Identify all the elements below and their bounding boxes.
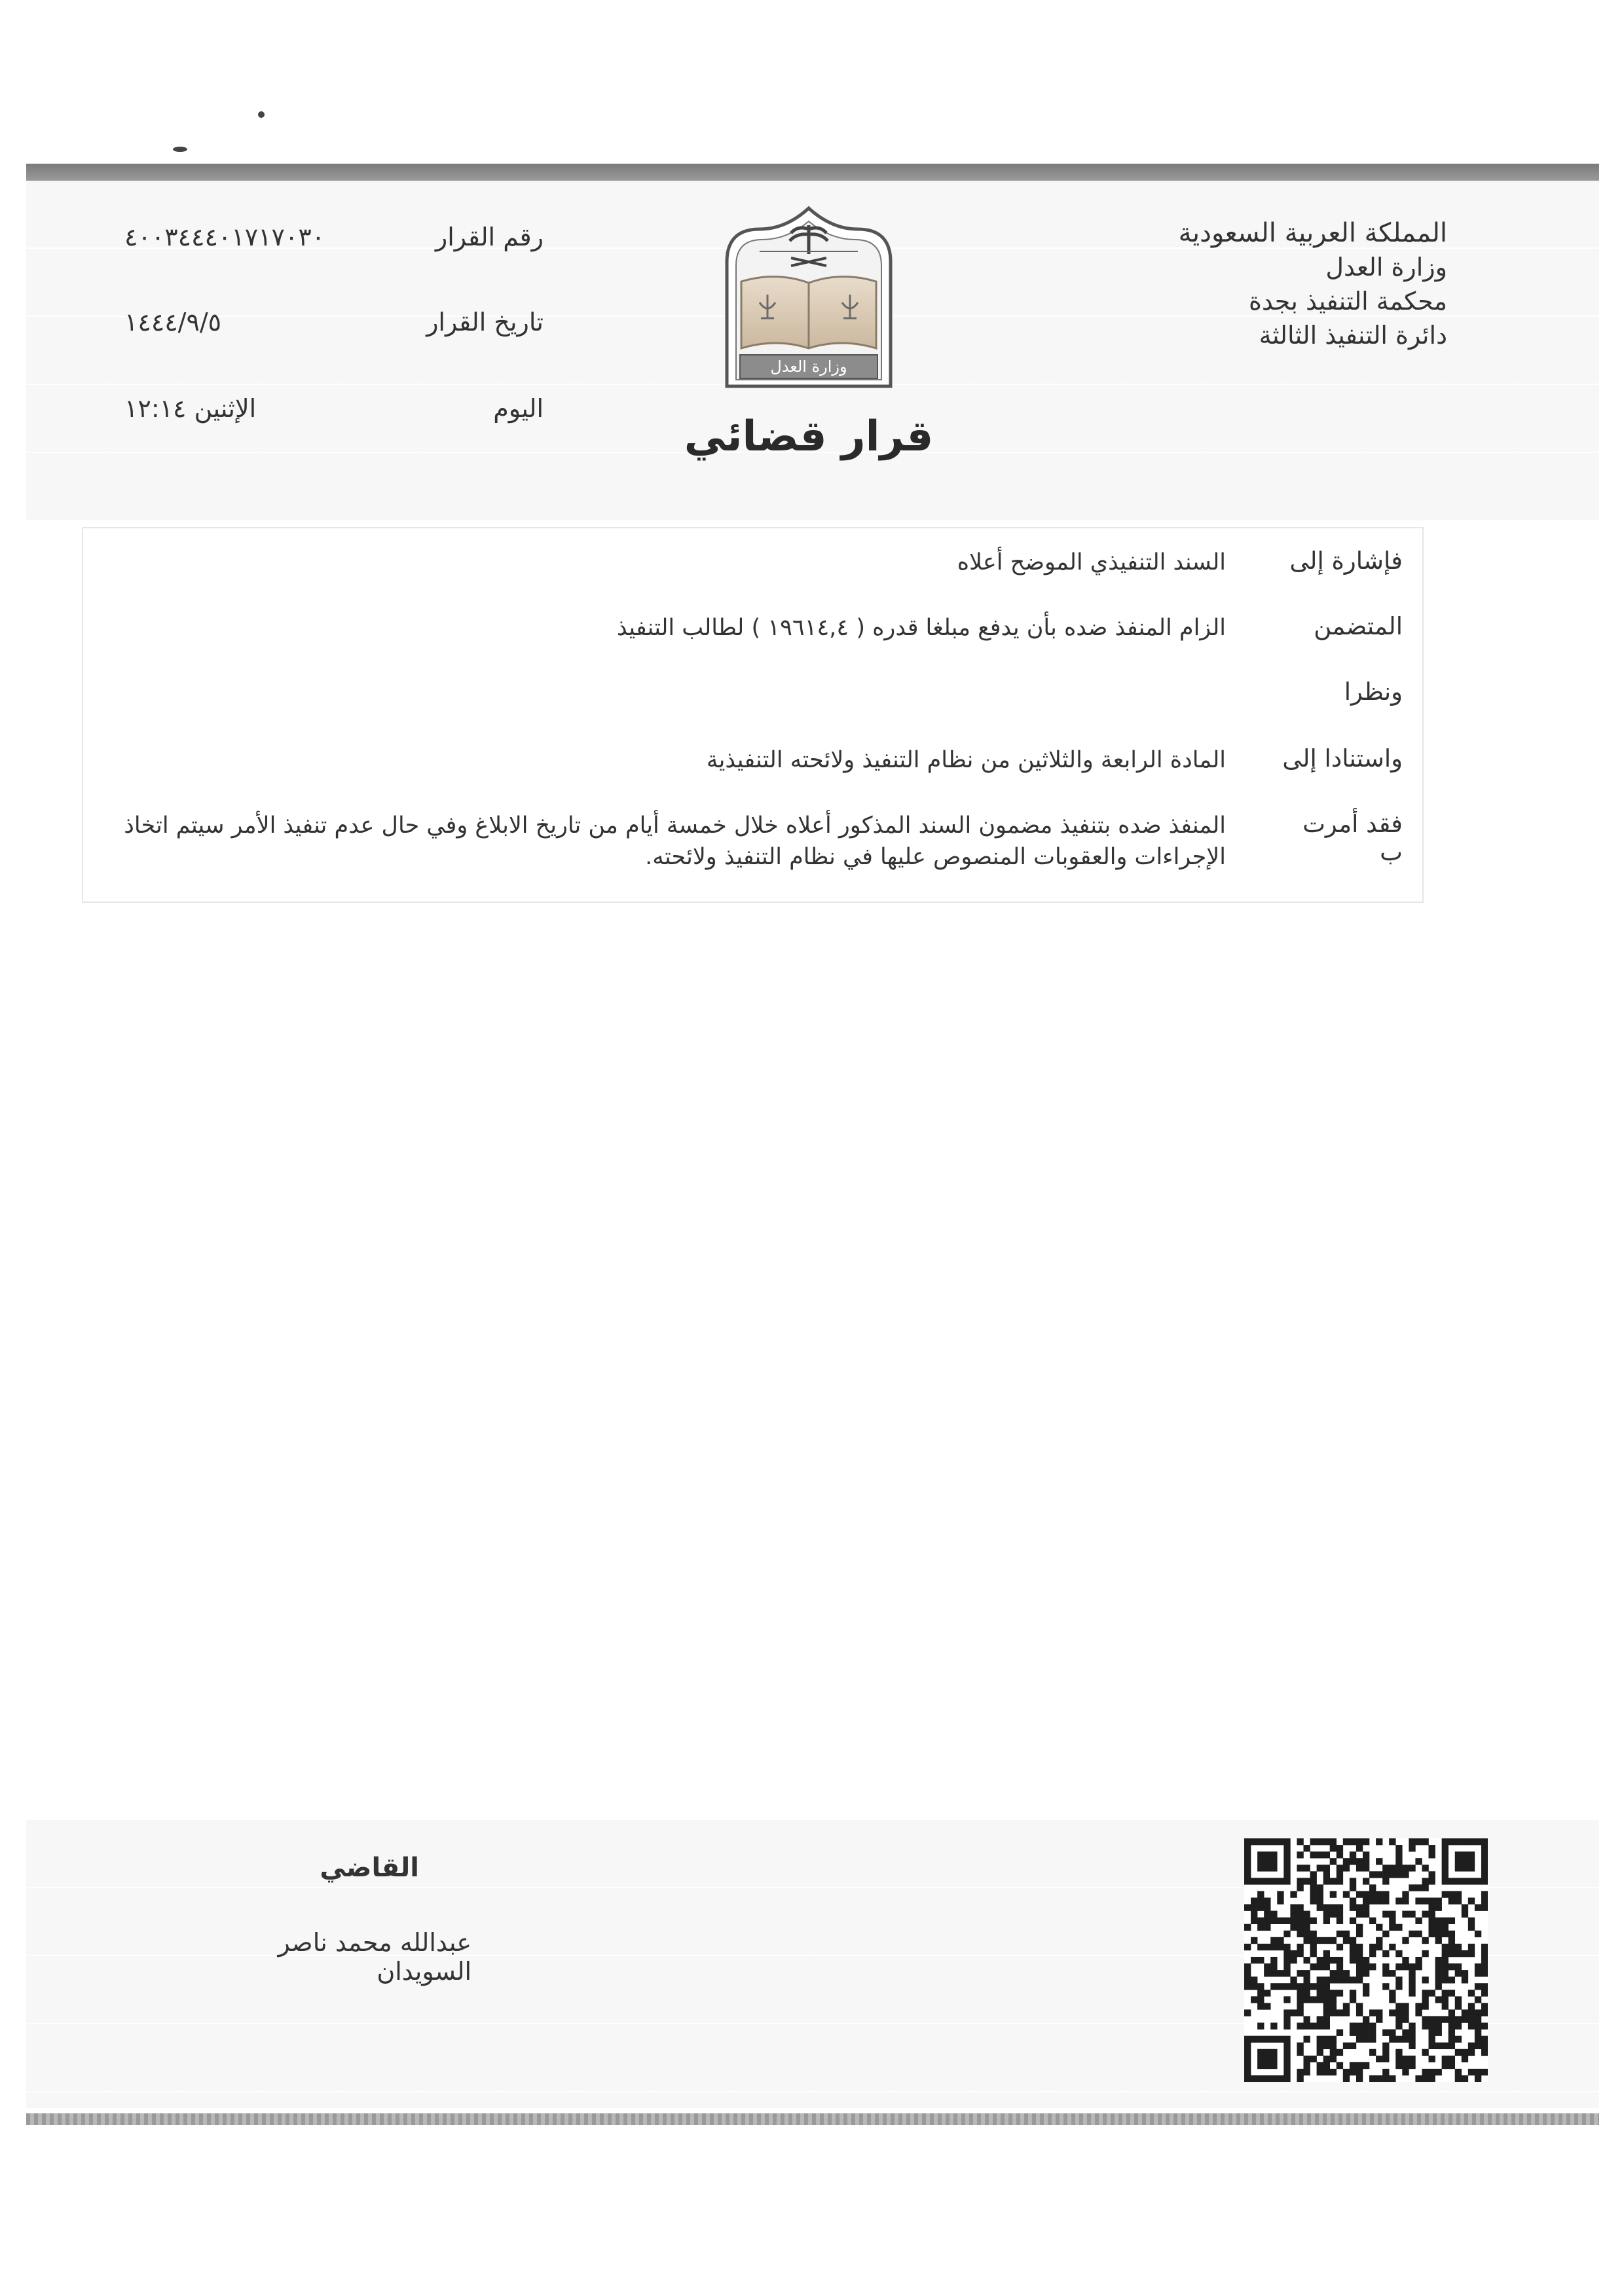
meta-value-date: ١٤٤٤/٩/٥ [124, 308, 222, 337]
row-label-reference: فإشارة إلى [1289, 547, 1403, 575]
decision-body [82, 527, 1424, 903]
qr-code-graphic [1244, 1838, 1488, 2082]
org-line-kingdom: المملكة العربية السعودية [1178, 218, 1447, 248]
row-label-content: المتضمن [1314, 612, 1403, 640]
meta-row-day [124, 394, 544, 433]
org-line-ministry: وزارة العدل [1325, 253, 1447, 282]
ministry-of-justice-emblem [714, 203, 904, 393]
org-line-circuit: دائرة التنفيذ الثالثة [1259, 321, 1447, 350]
meta-row-date [124, 308, 544, 347]
bottom-rule [26, 2113, 1599, 2125]
meta-label-number: رقم القرار [435, 223, 544, 251]
row-label-considering: ونظرا [1344, 678, 1403, 706]
scan-speck [258, 111, 265, 118]
top-rule [26, 164, 1599, 181]
qr-code-icon [1244, 1838, 1488, 2082]
org-line-court: محكمة التنفيذ بجدة [1248, 287, 1447, 316]
row-text-reference: السند التنفيذي الموضح أعلاه [957, 549, 1226, 575]
meta-label-day: اليوم [493, 394, 544, 423]
svg-text:وزارة العدل: وزارة العدل [770, 357, 847, 376]
meta-label-date: تاريخ القرار [426, 308, 544, 337]
row-label-basis: واستنادا إلى [1282, 744, 1403, 773]
judge-name: عبدالله محمد ناصر السويدان [278, 1928, 471, 1986]
meta-value-number: ٤٠٠٣٤٤٤٠١٧١٧٠٣٠ [124, 223, 325, 251]
row-text-basis: المادة الرابعة والثلاثين من نظام التنفيذ ولائحته التنفيذية [706, 747, 1226, 773]
meta-value-day: الإثنين ١٢:١٤ [124, 394, 257, 423]
row-text-order: المنفذ ضده بتنفيذ مضمون السند المذكور أعلاه خلال خمسة أيام من تاريخ الابلاغ وفي حال عدم تنفيذ الأمر سيتم اتخاذ الإجراءات والعقوبات المنصوص عليها في نظام التنفيذ ولائحته. [124, 812, 1226, 870]
meta-row-number [124, 223, 544, 262]
judge-title: القاضي [320, 1853, 419, 1883]
row-text-content: الزام المنفذ ضده بأن يدفع مبلغا قدره ( ١٩٦١٤,٤ ) لطالب التنفيذ [617, 615, 1226, 641]
document-title: قرار قضائي [684, 412, 934, 461]
emblem-icon [714, 203, 904, 393]
organization-block [1107, 216, 1447, 352]
scan-speck [173, 147, 187, 152]
row-label-order: فقد أمرت ب [1302, 810, 1403, 866]
